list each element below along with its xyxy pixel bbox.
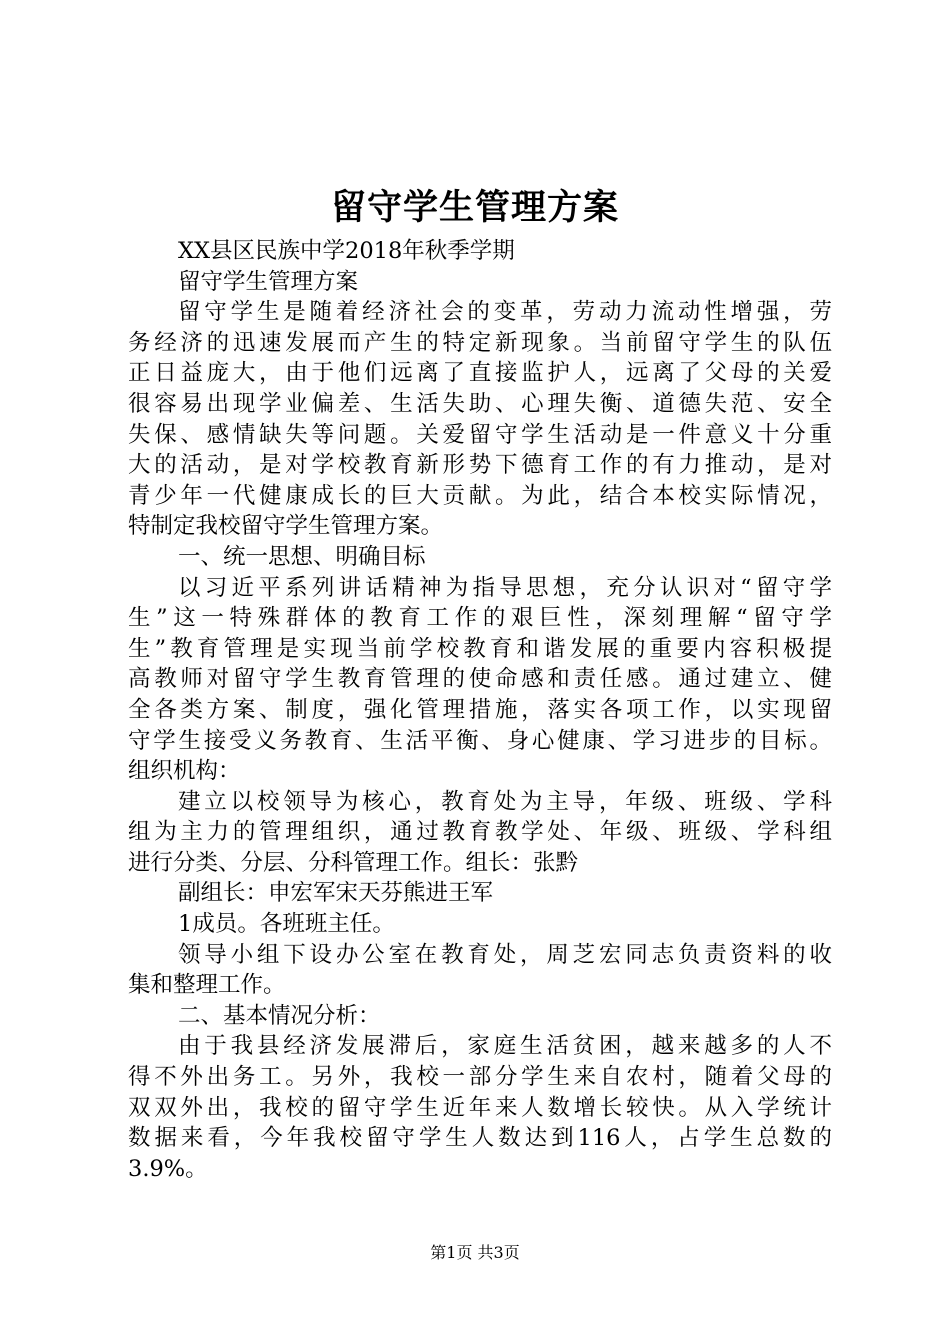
section-heading: 一、统一思想、明确目标 — [178, 543, 426, 570]
text-line: 数据来看，今年我校留守学生人数达到116人，占学生总数的 — [128, 1125, 832, 1152]
text-line: 集和整理工作。 — [128, 972, 286, 999]
text-line: 特制定我校留守学生管理方案。 — [128, 513, 444, 540]
text-line: 副组长：申宏军宋天芬熊进王军 — [178, 880, 494, 907]
text-line: 由于我县经济发展滞后，家庭生活贫困，越来越多的人不 — [178, 1033, 832, 1060]
page-footer: 第1页 共3页 — [430, 1243, 520, 1262]
text-line: 双双外出，我校的留守学生近年来人数增长较快。从入学统计 — [128, 1094, 832, 1121]
document-body — [128, 236, 832, 1184]
text-line: 领导小组下设办公室在教育处，周芝宏同志负责资料的收 — [178, 941, 832, 968]
text-line: 1成员。各班班主任。 — [178, 911, 395, 938]
text-line: XX县区民族中学2018年秋季学期 — [178, 238, 515, 264]
text-line: 生”这一特殊群体的教育工作的艰巨性，深刻理解“留守学 — [128, 605, 832, 632]
text-line: 正日益庞大，由于他们远离了直接监护人，远离了父母的关爱 — [128, 360, 832, 387]
text-line: 很容易出现学业偏差、生活失助、心理失衡、道德失范、安全 — [128, 390, 832, 417]
text-line: 以习近平系列讲话精神为指导思想，充分认识对“留守学 — [178, 574, 832, 601]
text-line: 组织机构： — [128, 758, 241, 785]
text-line: 务经济的迅速发展而产生的特定新现象。当前留守学生的队伍 — [128, 329, 832, 356]
document-title: 留守学生管理方案 — [330, 187, 619, 228]
text-line: 得不外出务工。另外，我校一部分学生来自农村，随着父母的 — [128, 1064, 832, 1091]
text-line: 组为主力的管理组织，通过教育教学处、年级、班级、学科组 — [128, 819, 832, 846]
text-line: 高教师对留守学生教育管理的使命感和责任感。通过建立、健 — [128, 666, 832, 693]
text-line: 全各类方案、制度，强化管理措施，落实各项工作，以实现留 — [128, 696, 832, 723]
text-line: 大的活动，是对学校教育新形势下德育工作的有力推动，是对 — [128, 452, 832, 479]
text-line: 留守学生管理方案 — [178, 268, 359, 295]
text-line: 建立以校领导为核心，教育处为主导，年级、班级、学科 — [178, 788, 832, 815]
section-heading: 二、基本情况分析： — [178, 1002, 381, 1029]
text-line: 守学生接受义务教育、生活平衡、身心健康、学习进步的目标。 — [128, 727, 832, 754]
text-line: 失保、感情缺失等问题。关爱留守学生活动是一件意义十分重 — [128, 421, 832, 448]
text-line: 3.9%。 — [128, 1155, 208, 1182]
text-line: 进行分类、分层、分科管理工作。组长：张黔 — [128, 849, 579, 876]
text-line: 青少年一代健康成长的巨大贡献。为此，结合本校实际情况， — [128, 482, 832, 509]
text-line: 生”教育管理是实现当前学校教育和谐发展的重要内容积极提 — [128, 635, 832, 662]
text-line: 留守学生是随着经济社会的变革，劳动力流动性增强，劳 — [178, 299, 832, 326]
